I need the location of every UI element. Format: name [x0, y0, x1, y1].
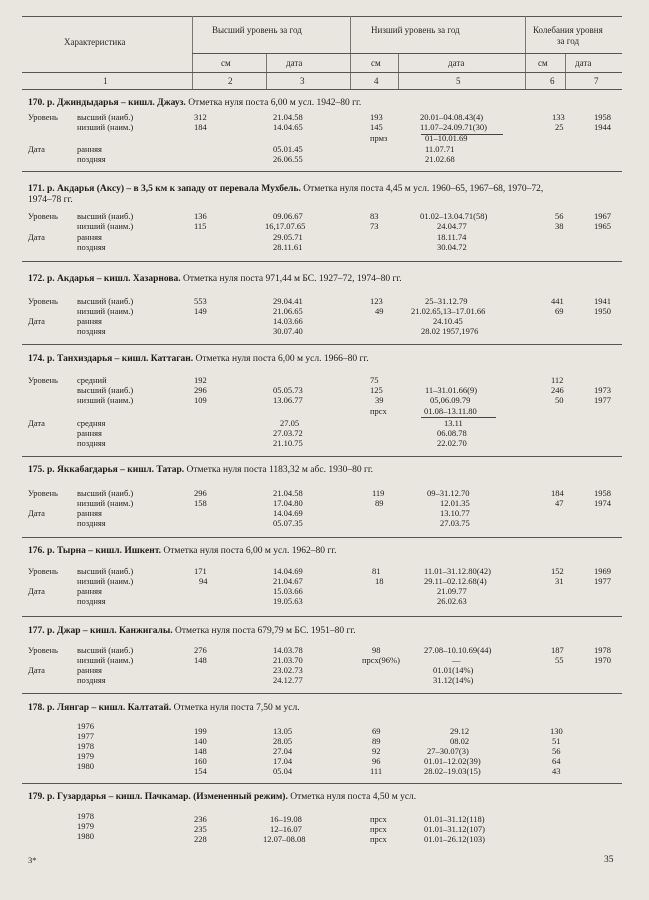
cell: 01.01–26.12(103)	[424, 834, 485, 844]
section-179-heading	[28, 793, 416, 803]
cell: 14.03.66	[273, 316, 303, 326]
cell: 235	[194, 824, 207, 834]
header-sub-cm: см	[538, 58, 548, 68]
cell: 136	[194, 211, 207, 221]
cell: 236	[194, 814, 207, 824]
cell: 28.02–19.03(15)	[424, 766, 481, 776]
section-171-heading	[28, 185, 543, 195]
cell: 312	[194, 112, 207, 122]
cell: 51	[552, 736, 561, 746]
cell: 47	[555, 498, 564, 508]
label-low: низший (наим.)	[77, 655, 134, 665]
cell: 50	[555, 395, 564, 405]
cell: 130	[550, 726, 563, 736]
header-numbers-rule	[22, 72, 622, 73]
cell: 01.02–13.04.71(58)	[420, 211, 488, 221]
year-cell: 1977	[77, 731, 94, 741]
cell: 25–31.12.79	[425, 296, 468, 306]
cell: 21.02.68	[425, 154, 455, 164]
cell: 123	[370, 296, 383, 306]
cell: 119	[372, 488, 385, 498]
cell: 01.01(14%)	[433, 665, 474, 675]
label-high: высший (наиб.)	[77, 112, 134, 122]
cell: 1969	[594, 566, 611, 576]
label-level: Уровень	[28, 566, 58, 576]
cell: 89	[375, 498, 384, 508]
cell: 553	[194, 296, 207, 306]
header-col-number: 7	[594, 76, 599, 86]
cell: 21.04.58	[273, 112, 303, 122]
cell: 12.07–08.08	[263, 834, 306, 844]
section-title-text: Отметка нуля поста 4,45 м усл. 1960–65, 1967–68, 1970–72,	[303, 184, 544, 194]
header-top-rule	[22, 16, 622, 17]
section-rule	[22, 537, 622, 538]
year-cell: 1976	[77, 721, 94, 731]
cell: 01.01–31.12(118)	[424, 814, 485, 824]
cell: 29.04.41	[273, 296, 303, 306]
label-mean-date: средняя	[77, 418, 106, 428]
footer-signature-mark: 3*	[28, 855, 37, 865]
header-high-level: Высший уровень за год	[212, 25, 302, 35]
section-title-bold: 170. р. Джиндыдарья – кишл. Джауз.	[28, 98, 186, 108]
section-title-text: Отметка нуля поста 6,00 м усл. 1942–80 гг.	[188, 98, 362, 108]
cell: 1950	[594, 306, 611, 316]
cell: 29.05.71	[273, 232, 303, 242]
cell: 246	[551, 385, 564, 395]
cell: 13.05	[273, 726, 293, 736]
label-late: поздняя	[77, 154, 106, 164]
section-title-bold: 179. р. Гузардарья – кишл. Пачкамар. (Измененный режим).	[28, 792, 288, 802]
label-level: Уровень	[28, 375, 58, 385]
section-title-bold: 174. р. Танхиздарья – кишл. Каттаган.	[28, 354, 194, 364]
cell: 05,06.09.79	[430, 395, 471, 405]
cell: прмз	[370, 133, 388, 143]
cell: прсх(96%)	[362, 655, 400, 665]
label-low: низший (наим.)	[77, 221, 134, 231]
cell: 27–30.07(3)	[427, 746, 469, 756]
cell: 30.07.40	[273, 326, 303, 336]
cell: 1944	[594, 122, 611, 132]
header-sub-date: дата	[448, 58, 465, 68]
label-early: ранняя	[77, 665, 102, 675]
section-176-heading	[28, 547, 337, 557]
label-level: Уровень	[28, 211, 58, 221]
section-rule	[22, 616, 622, 617]
cell: 49	[375, 306, 384, 316]
cell: 21.03.70	[273, 655, 303, 665]
label-low: низший (наим.)	[77, 122, 134, 132]
cell: 09–31.12.70	[427, 488, 470, 498]
cell: 05.04	[273, 766, 293, 776]
cell: 27.03.75	[440, 518, 470, 528]
cell: 27.05	[280, 418, 300, 428]
cell: 16,17.07.65	[265, 221, 306, 231]
section-title-bold: 172. р. Акдарья – кишл. Хазарнова.	[28, 274, 181, 284]
cell: 18	[375, 576, 384, 586]
cell: 11.07.71	[425, 144, 455, 154]
year-cell: 1980	[77, 761, 94, 771]
cell: 109	[194, 395, 207, 405]
cell: 08.02	[450, 736, 470, 746]
cell: 56	[555, 211, 564, 221]
label-date: Дата	[28, 232, 45, 242]
cell: 05.05.73	[273, 385, 303, 395]
cell: 01.01–12.02(39)	[424, 756, 481, 766]
cell: 149	[194, 306, 207, 316]
cell: 05.01.45	[273, 144, 303, 154]
header-low-level: Низший уровень за год	[371, 25, 460, 35]
cell: 17.04	[273, 756, 293, 766]
section-175-heading	[28, 466, 373, 476]
cell: 98	[372, 645, 381, 655]
header-col-number: 2	[228, 76, 233, 86]
cell: 1967	[594, 211, 611, 221]
label-low: низший (наим.)	[77, 395, 134, 405]
cell: 13.06.77	[273, 395, 303, 405]
section-title-text: Отметка нуля поста 971,44 м БС. 1927–72, 1974–80 гг.	[183, 274, 402, 284]
header-divider	[266, 53, 267, 89]
cell: 154	[194, 766, 207, 776]
cell: прсх	[370, 406, 387, 416]
cell: 94	[199, 576, 208, 586]
cell: 160	[194, 756, 207, 766]
section-170-heading	[28, 99, 361, 109]
header-sub-cm: см	[221, 58, 231, 68]
cell: 1958	[594, 488, 611, 498]
year-cell: 1980	[77, 831, 94, 841]
section-rule	[22, 344, 622, 345]
section-title-text: Отметка нуля поста 679,79 м БС. 1951–80 гг.	[175, 626, 356, 636]
cell: 28.02 1957,1976	[421, 326, 479, 336]
label-low: низший (наим.)	[77, 306, 134, 316]
cell: 187	[551, 645, 564, 655]
cell: 92	[372, 746, 381, 756]
cell: 12–16.07	[270, 824, 302, 834]
cell: 16–19.08	[270, 814, 302, 824]
cell: 1965	[594, 221, 611, 231]
cell: 192	[194, 375, 207, 385]
label-high: высший (наиб.)	[77, 645, 134, 655]
cell: прсх	[370, 814, 387, 824]
cell: 14.04.69	[273, 508, 303, 518]
label-date: Дата	[28, 418, 45, 428]
cell: 158	[194, 498, 207, 508]
section-rule	[22, 456, 622, 457]
cell: 01.01–31.12(107)	[424, 824, 485, 834]
cell: 20.01–04.08.43(4)	[420, 112, 484, 122]
cell: 441	[551, 296, 564, 306]
cell: 171	[194, 566, 207, 576]
cell: 140	[194, 736, 207, 746]
cell: 1977	[594, 576, 611, 586]
cell: 148	[194, 655, 207, 665]
cell: 64	[552, 756, 561, 766]
cell: 24.10.45	[433, 316, 463, 326]
label-early: ранняя	[77, 586, 102, 596]
cell: 69	[372, 726, 381, 736]
cell: 15.03.66	[273, 586, 303, 596]
cell: 133	[552, 112, 565, 122]
cell: 01–10.01.69	[425, 133, 468, 143]
section-title-bold: 176. р. Тырна – кишл. Ишкент.	[28, 546, 162, 556]
cell: 11–31.01.66(9)	[425, 385, 478, 395]
cell: 21.10.75	[273, 438, 303, 448]
cell: 13.10.77	[440, 508, 470, 518]
cell: 27.03.72	[273, 428, 303, 438]
section-title-text: Отметка нуля поста 4,50 м усл.	[290, 792, 417, 802]
header-sub-cm: см	[371, 58, 381, 68]
section-title-text: Отметка нуля поста 1183,32 м абс. 1930–80 гг.	[186, 465, 374, 475]
cell: 152	[551, 566, 564, 576]
page-number: 35	[604, 855, 614, 865]
cell: 193	[370, 112, 383, 122]
section-title-bold: 175. р. Яккабагдарья – кишл. Татар.	[28, 465, 185, 475]
cell: 11.01–31.12.80(42)	[424, 566, 491, 576]
cell: 01.08–13.11.80	[424, 406, 477, 416]
cell: 13.11	[444, 418, 463, 428]
section-174-heading	[28, 355, 369, 365]
cell: 81	[372, 566, 381, 576]
cell: 43	[552, 766, 561, 776]
cell: 296	[194, 385, 207, 395]
label-early: ранняя	[77, 508, 102, 518]
label-low: низший (наим.)	[77, 498, 134, 508]
cell: 28.05	[273, 736, 293, 746]
label-date: Дата	[28, 665, 45, 675]
cell: 14.03.78	[273, 645, 303, 655]
cell: 83	[370, 211, 379, 221]
cell: 31	[555, 576, 564, 586]
section-177-heading	[28, 627, 356, 637]
label-early: ранняя	[77, 316, 102, 326]
label-date: Дата	[28, 316, 45, 326]
cell: 31.12(14%)	[433, 675, 474, 685]
cell: 21.04.58	[273, 488, 303, 498]
cell: 06.08.78	[437, 428, 467, 438]
label-late: поздняя	[77, 596, 106, 606]
label-high: высший (наиб.)	[77, 296, 134, 306]
header-col-number: 1	[103, 76, 108, 86]
section-rule	[22, 171, 622, 172]
header-mid-rule	[192, 53, 622, 54]
header-divider	[565, 53, 566, 89]
label-late: поздняя	[77, 518, 106, 528]
cell: 125	[370, 385, 383, 395]
header-range-2: за год	[557, 36, 580, 46]
cell: 55	[555, 655, 564, 665]
cell: 1973	[594, 385, 611, 395]
section-title-bold: 171. р. Акдарья (Аксу) – в 3,5 км к западу от перевала Мухбель.	[28, 184, 301, 194]
section-rule	[22, 783, 622, 784]
cell: 276	[194, 645, 207, 655]
cell: 75	[370, 375, 379, 385]
cell: 89	[372, 736, 381, 746]
label-date: Дата	[28, 144, 45, 154]
cell: 23.02.73	[273, 665, 303, 675]
header-col-number: 4	[374, 76, 379, 86]
section-title-text: Отметка нуля поста 6,00 м усл. 1962–80 гг.	[163, 546, 337, 556]
cell: 1974	[594, 498, 611, 508]
cell: 19.05.63	[273, 596, 303, 606]
cell: 1958	[594, 112, 611, 122]
cell: 1970	[594, 655, 611, 665]
section-title-bold: 178. р. Лянгар – кишл. Калтатай.	[28, 703, 172, 713]
section-rule	[22, 261, 622, 262]
header-range: Колебания уровня	[533, 25, 603, 35]
cell: 111	[370, 766, 383, 776]
cell: 199	[194, 726, 207, 736]
cell: 228	[194, 834, 207, 844]
cell: 184	[551, 488, 564, 498]
label-low: низший (наим.)	[77, 576, 134, 586]
label-early: ранняя	[77, 232, 102, 242]
label-level: Уровень	[28, 112, 58, 122]
cell: 29.12	[450, 726, 470, 736]
cell: 21.02.65,13–17.01.66	[411, 306, 486, 316]
label-late: поздняя	[77, 675, 106, 685]
label-date: Дата	[28, 586, 45, 596]
cell: 22.02.70	[437, 438, 467, 448]
section-rule	[22, 693, 622, 694]
label-level: Уровень	[28, 645, 58, 655]
cell: 21.09.77	[437, 586, 467, 596]
header-divider	[398, 53, 399, 89]
label-late: поздняя	[77, 438, 106, 448]
cell: 38	[555, 221, 564, 231]
cell: 11.07–24.09.71(30)	[420, 122, 487, 132]
cell: 27.04	[273, 746, 293, 756]
year-cell: 1979	[77, 751, 94, 761]
cell: 14.04.69	[273, 566, 303, 576]
year-cell: 1978	[77, 811, 94, 821]
cell: прсх	[370, 834, 387, 844]
year-cell: 1978	[77, 741, 94, 751]
year-cell: 1979	[77, 821, 94, 831]
cell: 24.12.77	[273, 675, 303, 685]
cell: 24.04.77	[437, 221, 467, 231]
cell: —	[452, 655, 461, 665]
label-early: ранняя	[77, 428, 102, 438]
label-high: высший (наиб.)	[77, 385, 134, 395]
cell: 112	[551, 375, 564, 385]
cell: 29.11–02.12.68(4)	[424, 576, 487, 586]
header-sub-date: дата	[575, 58, 592, 68]
header-col-number: 6	[550, 76, 555, 86]
cell: 26.02.63	[437, 596, 467, 606]
cell: 184	[194, 122, 207, 132]
header-col-number: 5	[456, 76, 461, 86]
label-high: высший (наиб.)	[77, 488, 134, 498]
cell: 28.11.61	[273, 242, 303, 252]
header-characteristic: Характеристика	[64, 37, 126, 47]
cell: 96	[372, 756, 381, 766]
cell: 27.08–10.10.69(44)	[424, 645, 492, 655]
cell: 18.11.74	[437, 232, 467, 242]
cell: 148	[194, 746, 207, 756]
label-date: Дата	[28, 508, 45, 518]
section-title-text: Отметка нуля поста 6,00 м усл. 1966–80 гг.	[195, 354, 369, 364]
cell: 14.04.65	[273, 122, 303, 132]
cell: 145	[370, 122, 383, 132]
cell: 1941	[594, 296, 611, 306]
cell: 296	[194, 488, 207, 498]
label-high: высший (наиб.)	[77, 566, 134, 576]
section-171-heading-2: 1974–78 гг.	[28, 195, 73, 205]
header-col-number: 3	[300, 76, 305, 86]
cell: 73	[370, 221, 379, 231]
label-high: высший (наиб.)	[77, 211, 134, 221]
cell: 56	[552, 746, 561, 756]
section-178-heading	[28, 704, 300, 714]
cell: 17.04.80	[273, 498, 303, 508]
cell: 39	[375, 395, 384, 405]
cell: 21.06.65	[273, 306, 303, 316]
cell: 30.04.72	[437, 242, 467, 252]
cell: 09.06.67	[273, 211, 303, 221]
cell: прсх	[370, 824, 387, 834]
header-bottom-rule	[22, 89, 622, 90]
cell: 12.01.35	[440, 498, 470, 508]
section-title-text: Отметка нуля поста 7,50 м усл.	[173, 703, 300, 713]
label-mean: средний	[77, 375, 107, 385]
label-level: Уровень	[28, 488, 58, 498]
cell: 05.07.35	[273, 518, 303, 528]
cell: 115	[194, 221, 207, 231]
label-late: поздняя	[77, 242, 106, 252]
cell: 1978	[594, 645, 611, 655]
section-172-heading	[28, 275, 402, 285]
header-sub-date: дата	[286, 58, 303, 68]
section-title-bold: 177. р. Джар – кишл. Канжигалы.	[28, 626, 173, 636]
label-level: Уровень	[28, 296, 58, 306]
label-early: ранняя	[77, 144, 102, 154]
label-late: поздняя	[77, 326, 106, 336]
cell: 1977	[594, 395, 611, 405]
cell: 21.04.67	[273, 576, 303, 586]
cell: 69	[555, 306, 564, 316]
cell: 26.06.55	[273, 154, 303, 164]
cell: 25	[555, 122, 564, 132]
